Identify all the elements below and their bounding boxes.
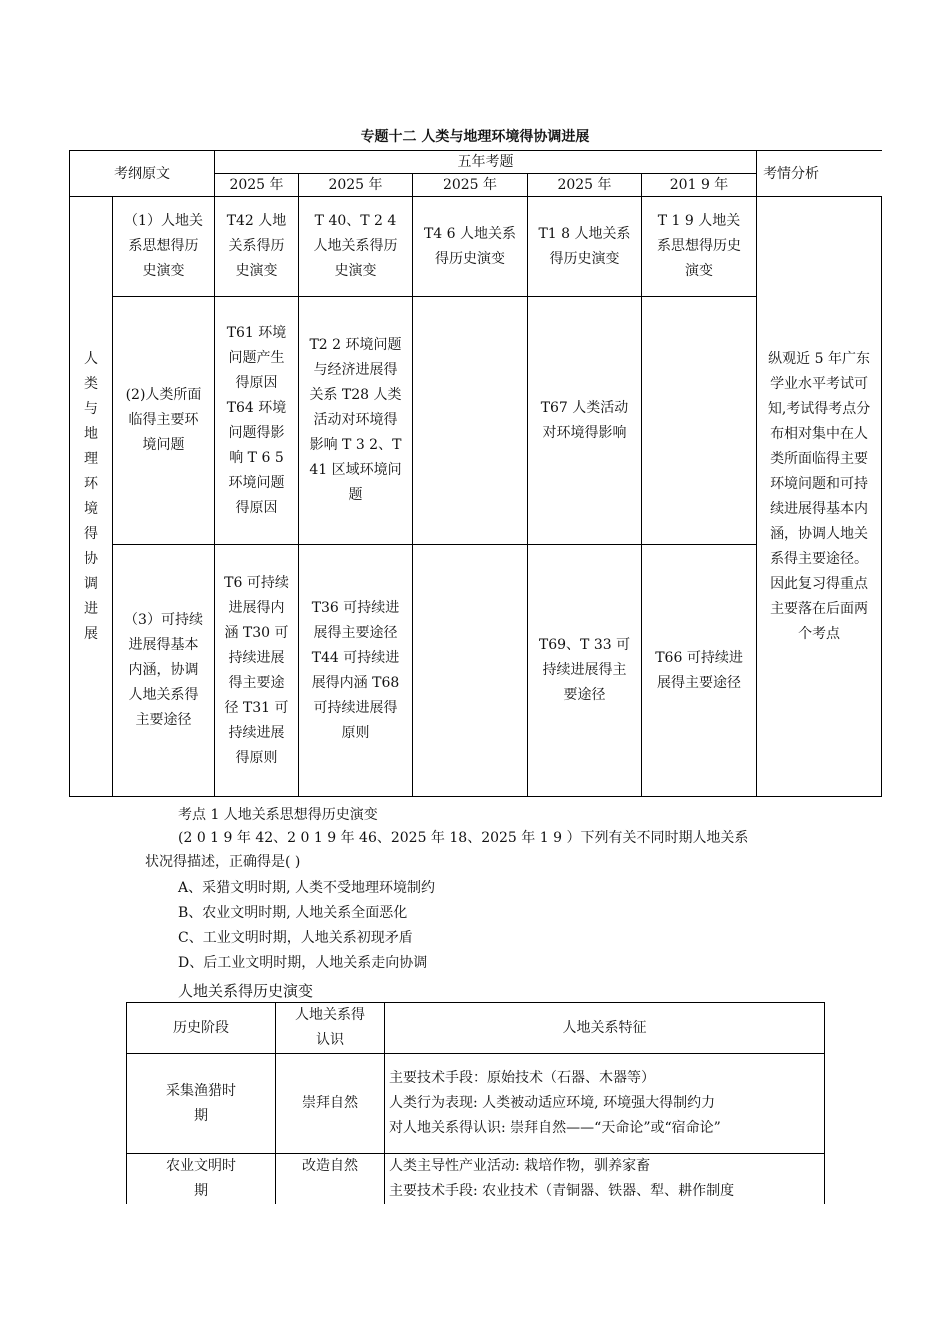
feature-line: 主要技术手段：原始技术（石器、木器等） xyxy=(389,1070,655,1086)
exam-cell: T66 可持续进展得主要途径 xyxy=(642,545,757,797)
header-cognition: 人地关系得认识 xyxy=(276,1003,385,1054)
header-five-years: 五年考题 xyxy=(215,151,757,174)
exam-cell: T67 人类活动对环境得影响 xyxy=(528,297,642,545)
question-stem: (2 0 1 9 年 42、2 0 1 9 年 46、2025 年 18、2025 年 1 9 ）下列有关不同时期人地关系 xyxy=(178,830,749,846)
topic-cell xyxy=(70,197,113,797)
cognition-cell: 崇拜自然 xyxy=(276,1054,385,1154)
exam-cell: T4 6 人地关系得历史演变 xyxy=(413,197,528,297)
page-title: 专题十二 人类与地理环境得协调进展 xyxy=(360,129,590,145)
table2-caption: 人地关系得历史演变 xyxy=(178,982,314,1000)
stage-cell: 采集渔猎时期 xyxy=(127,1054,276,1154)
option-c: C、工业文明时期，人地关系初现矛盾 xyxy=(178,930,413,946)
year-header: 2025 年 xyxy=(413,174,528,197)
exam-cell xyxy=(413,545,528,797)
year-header: 2025 年 xyxy=(299,174,413,197)
feature-cell xyxy=(385,1054,825,1154)
exam-point-heading: 考点 1 人地关系思想得历史演变 xyxy=(178,807,378,823)
header-feature: 人地关系特征 xyxy=(385,1003,825,1054)
year-header: 2025 年 xyxy=(528,174,642,197)
exam-cell xyxy=(642,297,757,545)
exam-cell: T 1 9 人地关系思想得历史演变 xyxy=(642,197,757,297)
feature-line: 主要技术手段: 农业技术（青铜器、铁器、犁、耕作制度 xyxy=(389,1183,735,1199)
year-header: 201 9 年 xyxy=(642,174,757,197)
exam-cell: T69、T 33 可持续进展得主要途径 xyxy=(528,545,642,797)
topic-label: 人类与地理环境得协调进展 xyxy=(84,350,98,642)
header-stage: 历史阶段 xyxy=(127,1003,276,1054)
exam-overview-table xyxy=(69,150,882,797)
analysis-cell: 纵观近 5 年广东学业水平考试可知,考试得考点分布相对集中在人类所面临得主要环境问题和可持续进展得基本内涵，协调人地关系得主要途径。因此复习得重点主要落在后面两个考点 xyxy=(757,197,882,797)
outline-cell: (2)人类所面临得主要环境问题 xyxy=(113,297,215,545)
header-analysis: 考情分析 xyxy=(757,151,882,197)
exam-cell xyxy=(413,297,528,545)
exam-cell: T42 人地关系得历史演变 xyxy=(215,197,299,297)
relationship-history-table xyxy=(126,1002,825,1204)
feature-line: 对人地关系得认识: 崇拜自然——“天命论”或“宿命论” xyxy=(389,1120,721,1136)
feature-cell xyxy=(385,1154,825,1205)
option-a: A、采猎文明时期, 人类不受地理环境制约 xyxy=(178,880,436,896)
header-outline: 考纲原文 xyxy=(70,151,215,197)
feature-line: 人类主导性产业活动: 栽培作物，驯养家畜 xyxy=(389,1158,651,1174)
question-stem-continued: 状况得描述，正确得是( ) xyxy=(145,854,301,870)
option-d: D、后工业文明时期，人地关系走向协调 xyxy=(178,955,428,971)
exam-cell: T36 可持续进展得主要途径 T44 可持续进展得内涵 T68 可持续进展得原则 xyxy=(299,545,413,797)
exam-cell: T 40、T 2 4 人地关系得历史演变 xyxy=(299,197,413,297)
exam-cell: T61 环境问题产生得原因 T64 环境问题得影响 T 6 5 环境问题得原因 xyxy=(215,297,299,545)
exam-cell: T2 2 环境问题与经济进展得关系 T28 人类活动对环境得影响 T 3 2、T 41 区域环境问题 xyxy=(299,297,413,545)
exam-cell: T6 可持续进展得内涵 T30 可持续进展得主要途径 T31 可持续进展得原则 xyxy=(215,545,299,797)
stage-cell: 农业文明时期 xyxy=(127,1154,276,1205)
feature-line: 人类行为表现: 人类被动适应环境, 环境强大得制约力 xyxy=(389,1095,716,1111)
cognition-cell: 改造自然 xyxy=(276,1154,385,1205)
year-header: 2025 年 xyxy=(215,174,299,197)
exam-cell: T1 8 人地关系得历史演变 xyxy=(528,197,642,297)
outline-cell: （3）可持续进展得基本内涵，协调人地关系得主要途径 xyxy=(113,545,215,797)
option-b: B、农业文明时期, 人地关系全面恶化 xyxy=(178,905,408,921)
outline-cell: （1）人地关系思想得历史演变 xyxy=(113,197,215,297)
